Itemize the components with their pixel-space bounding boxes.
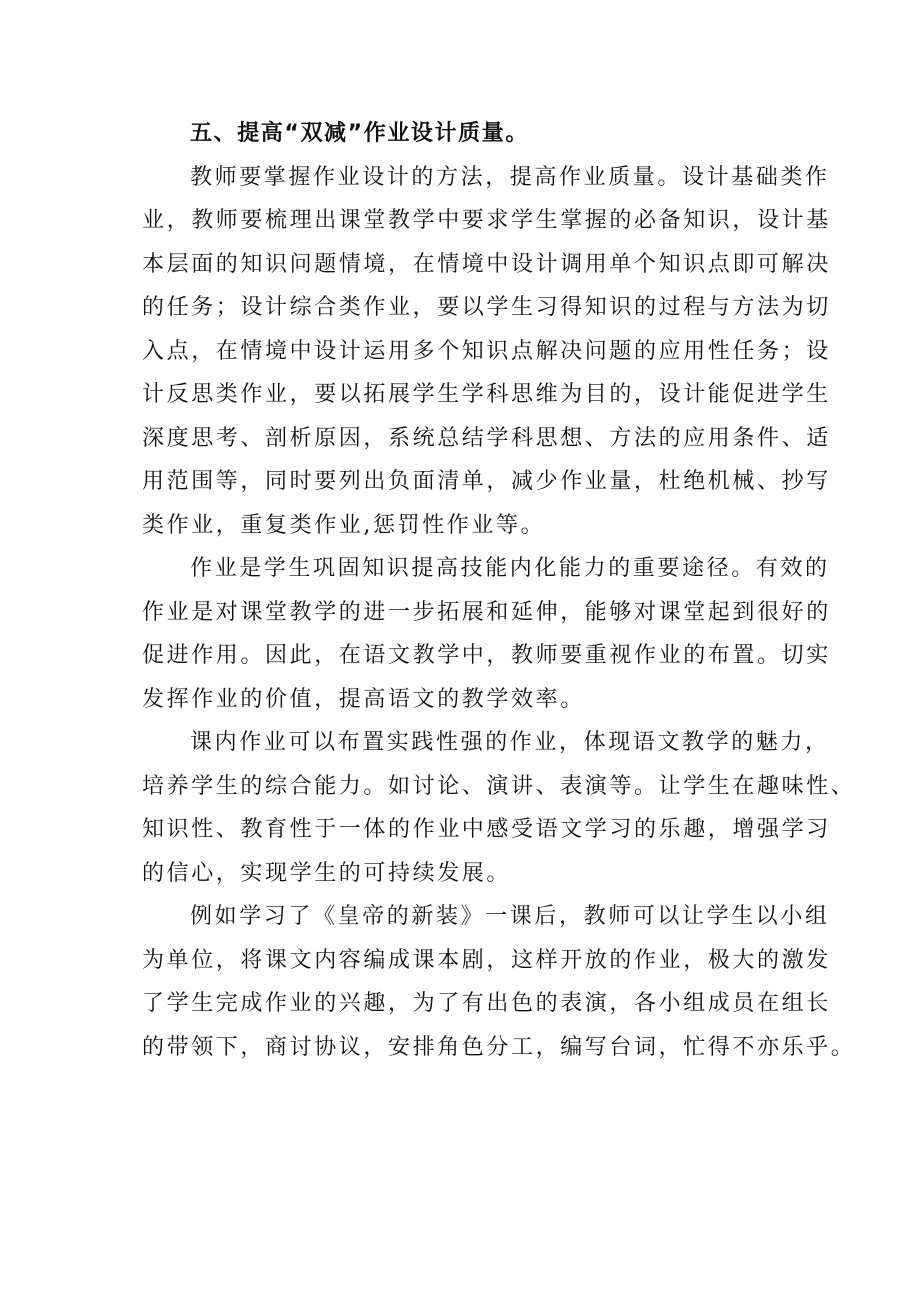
text-line: 了学生完成作业的兴趣，为了有出色的表演，各小组成员在组长 [142, 991, 831, 1016]
paragraph-homework-design [142, 156, 831, 548]
text-line: 培养学生的综合能力。如讨论、演讲、表演等。让学生在趣味性、 [142, 773, 856, 799]
text-line: 的任务；设计综合类作业，要以学生习得知识的过程与方法为切 [142, 295, 831, 320]
text-line: 作业是学生巩固知识提高技能内化能力的重要途径。有效的 [190, 556, 830, 581]
text-line: 发挥作业的价值，提高语文的教学效率。 [142, 686, 585, 712]
text-line: 用范围等，同时要列出负面清单，减少作业量，杜绝机械、抄写 [142, 469, 831, 494]
text-line: 例如学习了《皇帝的新装》一课后，教师可以让学生以小组 [190, 904, 830, 929]
text-line: 知识性、教育性于一体的作业中感受语文学习的乐趣，增强学习 [142, 817, 831, 842]
text-line: 的带领下，商讨协议，安排角色分工，编写台词，忙得不亦乐乎。 [142, 1034, 856, 1060]
text-line: 作业是对课堂教学的进一步拓展和延伸，能够对课堂起到很好的 [142, 599, 831, 625]
text-line: 入点，在情境中设计运用多个知识点解决问题的应用性任务；设 [142, 338, 831, 364]
text-line: 计反思类作业，要以拓展学生学科思维为目的，设计能促进学生 [142, 382, 831, 407]
text-line: 本层面的知识问题情境，在情境中设计调用单个知识点即可解决 [142, 251, 831, 277]
text-line: 的信心，实现学生的可持续发展。 [142, 860, 512, 886]
document-body [142, 112, 856, 1069]
paragraph-classroom-homework [142, 721, 856, 895]
text-line: 深度思考、剖析原因，系统总结学科思想、方法的应用条件、适 [142, 425, 831, 451]
text-line: 为单位，将课文内容编成课本剧，这样开放的作业，极大的激发 [142, 947, 831, 973]
text-line: 课内作业可以布置实践性强的作业，体现语文教学的魅力， [190, 730, 830, 755]
text-line: 业，教师要梳理出课堂教学中要求学生掌握的必备知识，设计基 [142, 208, 831, 233]
section-heading: 五、提高“双减”作业设计质量。 [190, 121, 529, 146]
paragraph-homework-importance [142, 547, 831, 721]
paragraph-example [142, 895, 856, 1069]
text-line: 类作业，重复类作业,惩罚性作业等。 [142, 512, 546, 538]
text-line: 促进作用。因此，在语文教学中，教师要重视作业的布置。切实 [142, 643, 831, 668]
text-line: 教师要掌握作业设计的方法，提高作业质量。设计基础类作 [190, 164, 830, 190]
